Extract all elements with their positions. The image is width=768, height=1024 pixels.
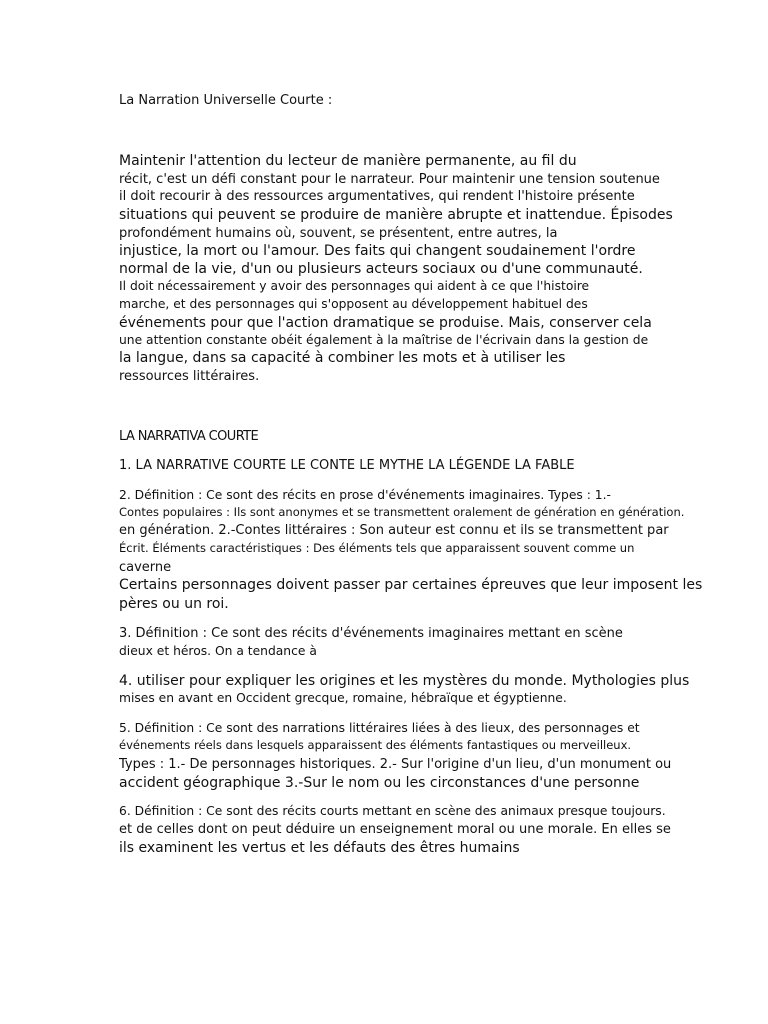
- intro-line: événements pour que l'action dramatique se produise. Mais, conserver cela: [119, 315, 652, 331]
- item-6-line: 6. Définition : Ce sont des récits courts mettant en scène des animaux presque toujours.: [119, 804, 666, 818]
- item-2-line: 2. Définition : Ce sont des récits en prose d'événements imaginaires. Types : 1.-: [119, 488, 611, 502]
- item-4-line: 4. utiliser pour expliquer les origines et les mystères du monde. Mythologies plus: [119, 673, 690, 689]
- intro-line: une attention constante obéit également à la maîtrise de l'écrivain dans la gestion de: [119, 333, 649, 347]
- item-2-line: Certains personnages doivent passer par certaines épreuves que leur imposent les: [119, 577, 703, 593]
- intro-line: récit, c'est un défi constant pour le narrateur. Pour maintenir une tension soutenue: [119, 172, 660, 187]
- item-5-line: Types : 1.- De personnages historiques. 2.- Sur l'origine d'un lieu, d'un monument ou: [119, 757, 672, 772]
- item-5-line: événements réels dans lesquels apparaissent des éléments fantastiques ou merveilleux.: [119, 738, 632, 752]
- intro-line: Maintenir l'attention du lecteur de manière permanente, au fil du: [119, 153, 577, 169]
- intro-line: profondément humains où, souvent, se présentent, entre autres, la: [119, 226, 558, 241]
- item-2-line: pères ou un roi.: [119, 596, 229, 612]
- intro-line: marche, et des personnages qui s'opposent au développement habituel des: [119, 297, 588, 311]
- item-5-line: 5. Définition : Ce sont des narrations littéraires liées à des lieux, des personnages et: [119, 721, 640, 735]
- item-6-line: et de celles dont on peut déduire un enseignement moral ou une morale. En elles se: [119, 822, 671, 837]
- item-3-line: dieux et héros. On a tendance à: [119, 644, 317, 658]
- intro-line: Il doit nécessairement y avoir des personnages qui aident à ce que l'histoire: [119, 279, 590, 293]
- item-3-line: 3. Définition : Ce sont des récits d'événements imaginaires mettant en scène: [119, 626, 623, 641]
- item-2-line: en génération. 2.-Contes littéraires : Son auteur est connu et ils se transmettent par: [119, 523, 669, 538]
- intro-line: il doit recourir à des ressources argumentatives, qui rendent l'histoire présente: [119, 189, 635, 204]
- item-1: 1. LA NARRATIVE COURTE LE CONTE LE MYTHE LA LÉGENDE LA FABLE: [119, 458, 575, 473]
- item-4-line: mises en avant en Occident grecque, romaine, hébraïque et égyptienne.: [119, 691, 567, 705]
- item-5-line: accident géographique 3.-Sur le nom ou les circonstances d'une personne: [119, 775, 640, 791]
- item-6-line: ils examinent les vertus et les défauts des êtres humains: [119, 840, 520, 856]
- item-2-line: caverne: [119, 560, 172, 575]
- intro-line: normal de la vie, d'un ou plusieurs acteurs sociaux ou d'une communauté.: [119, 261, 643, 277]
- section-heading: LA NARRATIVA COURTE: [119, 429, 259, 444]
- intro-line: situations qui peuvent se produire de manière abrupte et inattendue. Épisodes: [119, 207, 673, 223]
- document-title: La Narration Universelle Courte :: [119, 93, 333, 108]
- item-2-line: Écrit. Éléments caractéristiques : Des éléments tels que apparaissent souvent comme un: [119, 541, 635, 555]
- intro-line: la langue, dans sa capacité à combiner les mots et à utiliser les: [119, 350, 566, 366]
- intro-line: injustice, la mort ou l'amour. Des faits qui changent soudainement l'ordre: [119, 243, 636, 259]
- intro-line: ressources littéraires.: [119, 369, 260, 384]
- item-2-line: Contes populaires : Ils sont anonymes et se transmettent oralement de génération en génération.: [119, 505, 685, 519]
